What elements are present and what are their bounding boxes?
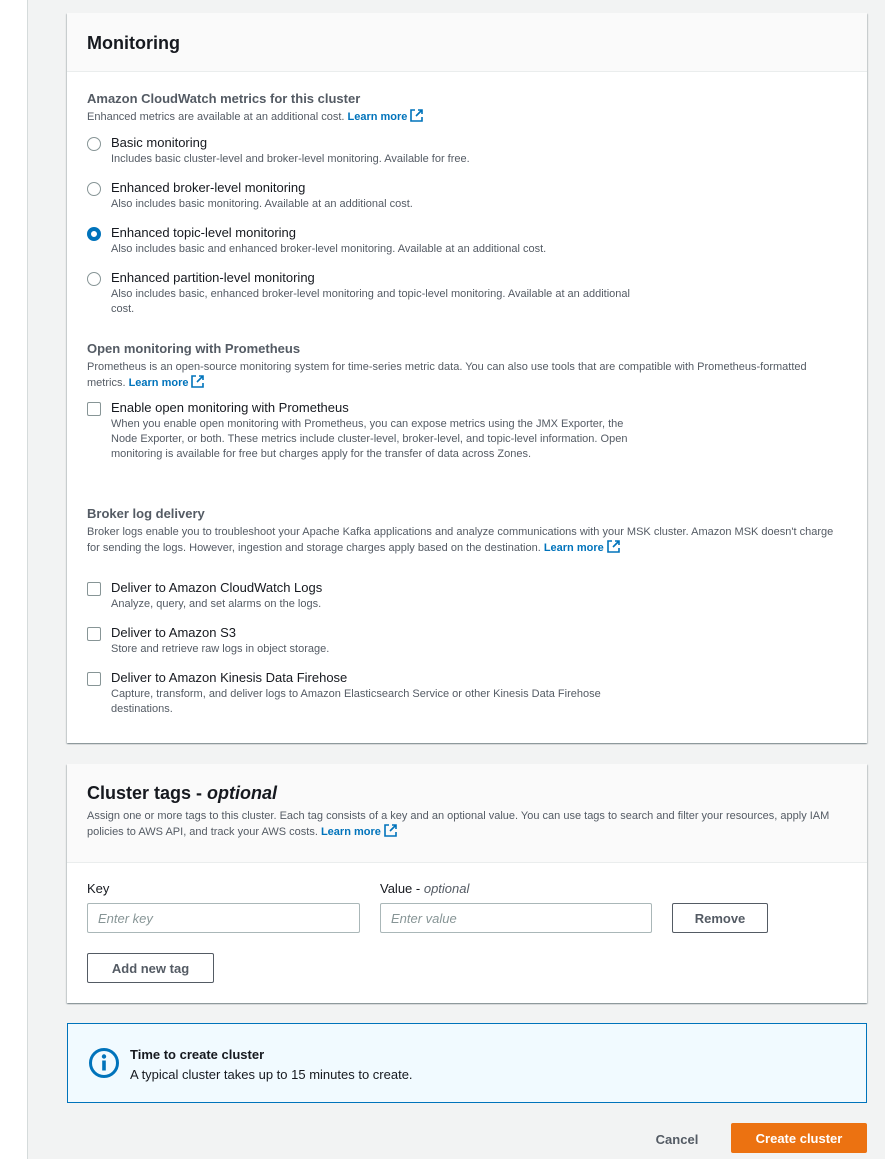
radio-enhanced-partition-monitoring[interactable]	[87, 270, 787, 320]
checkbox[interactable]	[87, 582, 101, 596]
cluster-tags-title-text: Cluster tags -	[87, 783, 208, 803]
prometheus-title: Open monitoring with Prometheus	[87, 341, 301, 356]
radio-button[interactable]	[87, 137, 101, 151]
radio-description: Also includes basic monitoring. Available at an additional cost.	[111, 198, 413, 210]
alert-title: Time to create cluster	[130, 1047, 265, 1062]
monitoring-title: Monitoring	[87, 33, 180, 53]
checkbox-description: Analyze, query, and set alarms on the logs.	[111, 598, 322, 610]
monitoring-header	[67, 13, 867, 72]
cloudwatch-title: Amazon CloudWatch metrics for this cluster	[87, 91, 361, 106]
cluster-tags-learn-more-link[interactable]	[321, 826, 397, 838]
cluster-tags-title	[87, 783, 847, 804]
alert-text: A typical cluster takes up to 15 minutes to create.	[130, 1067, 413, 1082]
broker-logs-description-text: Broker logs enable you to troubleshoot your Apache Kafka applications and analyze communications with your MSK cluster. Amazon MSK doesn't charge for sending the logs. However, ingestion and storage charges apply based on the destination.	[87, 526, 834, 554]
broker-logs-description	[87, 524, 847, 556]
cluster-tags-learn-more-label: Learn more	[320, 826, 381, 838]
checkbox-description: Store and retrieve raw logs in object storage.	[111, 643, 330, 655]
radio-button[interactable]	[87, 182, 101, 196]
cloudwatch-description-text: Enhanced metrics are available at an additional cost.	[87, 111, 345, 123]
checkbox[interactable]	[87, 672, 101, 686]
cloudwatch-description	[87, 109, 423, 125]
checkbox[interactable]	[87, 627, 101, 641]
checkbox-label: Deliver to Amazon CloudWatch Logs	[111, 580, 323, 595]
radio-button-selected[interactable]	[87, 227, 101, 241]
checkbox-cloudwatch-logs[interactable]	[87, 580, 787, 620]
radio-label: Enhanced topic-level monitoring	[111, 225, 296, 240]
prometheus-learn-more-link[interactable]	[129, 377, 205, 389]
external-link-icon	[384, 824, 397, 837]
left-rail	[0, 0, 28, 1159]
checkbox-description: When you enable open monitoring with Prometheus, you can expose metrics using the JMX Exporter, the Node Exporter, or both. These metrics include cluster-level, broker-level, and topic-level information. Open monitoring is available for free but charges apply for the transfer of data across Zones.	[111, 418, 628, 460]
add-new-tag-button[interactable]: Add new tag	[87, 953, 214, 983]
value-label-text: Value -	[380, 881, 424, 896]
cancel-button[interactable]: Cancel	[640, 1124, 714, 1154]
prometheus-description	[87, 359, 847, 391]
radio-description: Includes basic cluster-level and broker-level monitoring. Available for free.	[111, 153, 470, 165]
checkbox-kinesis-firehose[interactable]	[87, 670, 787, 720]
info-icon	[88, 1047, 120, 1079]
cluster-tags-optional: optional	[207, 783, 278, 803]
checkbox-enable-prometheus[interactable]	[87, 400, 787, 480]
create-cluster-button[interactable]: Create cluster	[731, 1123, 867, 1153]
radio-enhanced-topic-monitoring[interactable]	[87, 225, 787, 265]
external-link-icon	[607, 540, 620, 553]
radio-enhanced-broker-monitoring[interactable]	[87, 180, 787, 220]
value-label	[380, 881, 469, 896]
cluster-tags-description-text: Assign one or more tags to this cluster. Each tag consists of a key and an optional value. You can use tags to search and filter your resources, apply IAM policies to AWS API, and track your AWS costs.	[87, 810, 830, 838]
prometheus-description-text: Prometheus is an open-source monitoring system for time-series metric data. You can also use tools that are compatible with Prometheus-formatted metrics.	[87, 361, 807, 389]
checkbox-label: Enable open monitoring with Prometheus	[111, 400, 349, 415]
checkbox-description: Capture, transform, and deliver logs to Amazon Elasticsearch Service or other Kinesis Data Firehose destinations.	[111, 688, 601, 715]
checkbox[interactable]	[87, 402, 101, 416]
remove-tag-button[interactable]: Remove	[672, 903, 768, 933]
broker-logs-learn-more-label: Learn more	[543, 542, 604, 554]
cluster-tags-panel	[67, 764, 867, 1003]
radio-label: Enhanced partition-level monitoring	[111, 270, 315, 285]
info-alert	[67, 1023, 867, 1103]
radio-button[interactable]	[87, 272, 101, 286]
radio-description: Also includes basic and enhanced broker-level monitoring. Available at an additional cost.	[111, 243, 547, 255]
key-label: Key	[87, 881, 110, 896]
broker-logs-learn-more-link[interactable]	[544, 542, 620, 554]
cluster-tags-description	[87, 808, 852, 840]
radio-label: Basic monitoring	[111, 135, 208, 150]
cloudwatch-learn-more-label: Learn more	[347, 111, 408, 123]
checkbox-label: Deliver to Amazon Kinesis Data Firehose	[111, 670, 348, 685]
external-link-icon	[191, 375, 204, 388]
cluster-tags-header	[67, 764, 867, 863]
checkbox-label: Deliver to Amazon S3	[111, 625, 237, 640]
broker-logs-title: Broker log delivery	[87, 506, 205, 521]
checkbox-amazon-s3[interactable]	[87, 625, 787, 665]
tag-value-input[interactable]	[380, 903, 652, 933]
monitoring-panel	[67, 13, 867, 743]
external-link-icon	[410, 109, 423, 122]
prometheus-learn-more-label: Learn more	[128, 377, 189, 389]
radio-label: Enhanced broker-level monitoring	[111, 180, 306, 195]
cloudwatch-learn-more-link[interactable]	[348, 111, 424, 123]
tag-key-input[interactable]	[87, 903, 360, 933]
value-optional: optional	[423, 881, 470, 896]
radio-basic-monitoring[interactable]	[87, 135, 787, 175]
radio-description: Also includes basic, enhanced broker-level monitoring and topic-level monitoring. Available at an additional cost.	[111, 288, 630, 315]
